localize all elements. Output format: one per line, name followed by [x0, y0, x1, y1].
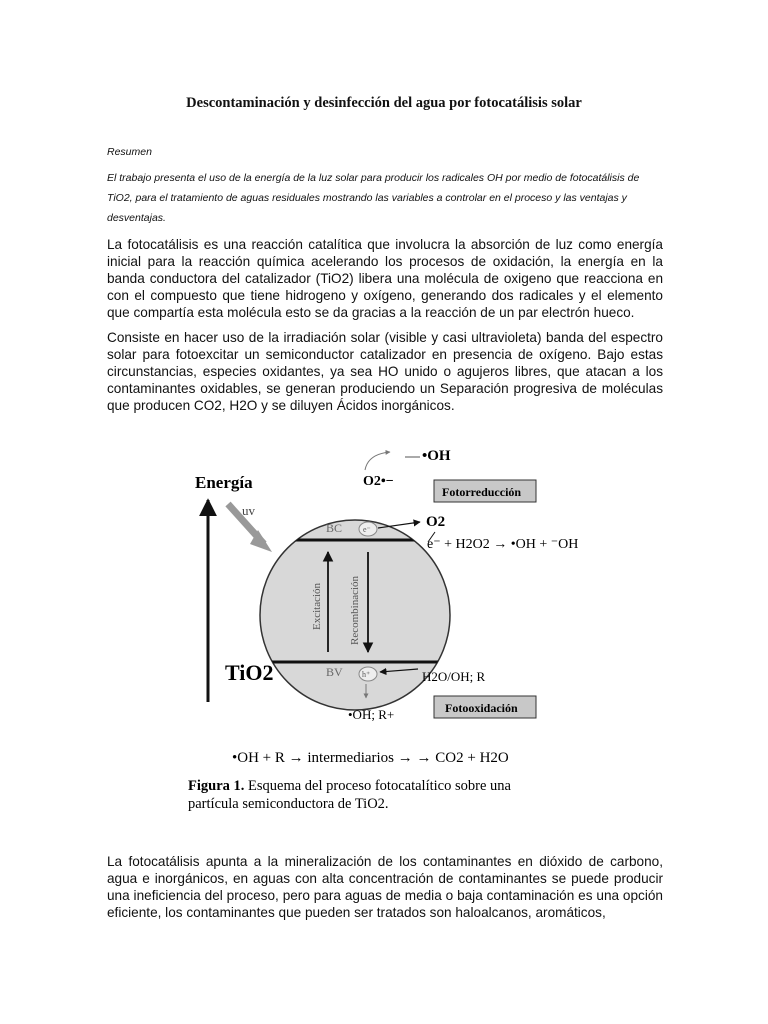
oh-top-label: •OH	[422, 448, 451, 464]
paragraph-3: La fotocatálisis apunta a la mineralización de los contaminantes en dióxido de carbono, agua e inorgánicos, en aguas con alta concentración de contaminantes se puede producir una ineficiencia del proceso, pero para aguas de media o baja contaminación es una opción eficiente, los contaminantes que pueden ser tratados son haloalcanos, aromáticos,	[107, 854, 663, 920]
photocatalysis-figure	[180, 440, 600, 820]
caption-bold: Figura 1.	[188, 778, 245, 794]
h2o-oh-r-label: H2O/OH; R	[422, 669, 486, 684]
paragraph-2: Consiste en hacer uso de la irradiación solar (visible y casi ultravioleta) banda del espectro solar para fotoexcitar un semiconductor catalizador en presencia de oxígeno. Bajo estas circunstancias, especies oxidantes, ya sea HO unido o agujeros libres, que atacan a los contaminantes oxidables, se generan produciendo un Separación progresiva de moléculas que producen CO2, H2O y se diluyen Ácidos inorgánicos.	[107, 330, 663, 413]
reduction-equation: e⁻ + H2O2 → •OH + ⁻OH	[427, 537, 579, 552]
uv-label: uv	[242, 503, 255, 518]
energia-label: Energía	[195, 473, 253, 492]
bc-label: BC	[326, 521, 343, 535]
fotorreduccion-label: Fotorreducción	[442, 485, 522, 499]
recombinacion-label: Recombinación	[349, 575, 361, 645]
figure-diagram	[180, 440, 600, 820]
superoxide-label: O2•−	[363, 474, 394, 489]
o2-label: O2	[426, 514, 446, 530]
superoxide-arrow	[365, 452, 390, 470]
fotooxidacion-label: Fotooxidación	[445, 701, 518, 715]
resumen-label: Resumen	[107, 146, 152, 158]
excitacion-label: Excitación	[311, 582, 323, 630]
electron-label: e⁻	[363, 525, 371, 534]
caption-text: Esquema del proceso fotocatalítico sobre una	[248, 778, 511, 794]
oh-r-plus-label: •OH; R+	[348, 707, 395, 722]
caption-text-line2: partícula semiconductora de TiO2.	[188, 796, 389, 812]
abstract-text: El trabajo presenta el uso de la energía de la luz solar para producir los radicales OH por medio de fotocatálisis de TiO2, para el tratamiento de aguas residuales mostrando las variables a controlar en el proceso y las ventajas y desventajas.	[107, 172, 640, 224]
hole-label: h⁺	[362, 670, 371, 679]
paragraph-1: La fotocatálisis es una reacción catalítica que involucra la absorción de luz como energía inicial para la reacción química acelerando los procesos de oxidación, la energía en la banda conductora del catalizador (TiO2) libera una molécula de oxigeno que reacciona en con el compuesto que tiene hidrogeno y oxígeno, generando dos radicales y el elemento que compartía esta molécula esto se da gracias a la reacción de un par electrón hueco.	[107, 237, 663, 320]
figure-caption	[188, 778, 515, 812]
document-title: Descontaminación y desinfección del agua por fotocatálisis solar	[186, 95, 582, 111]
bv-label: BV	[326, 665, 343, 679]
tio2-label: TiO2	[225, 660, 274, 685]
overall-equation: •OH + R → intermediarios → → CO2 + H2O	[232, 750, 509, 766]
